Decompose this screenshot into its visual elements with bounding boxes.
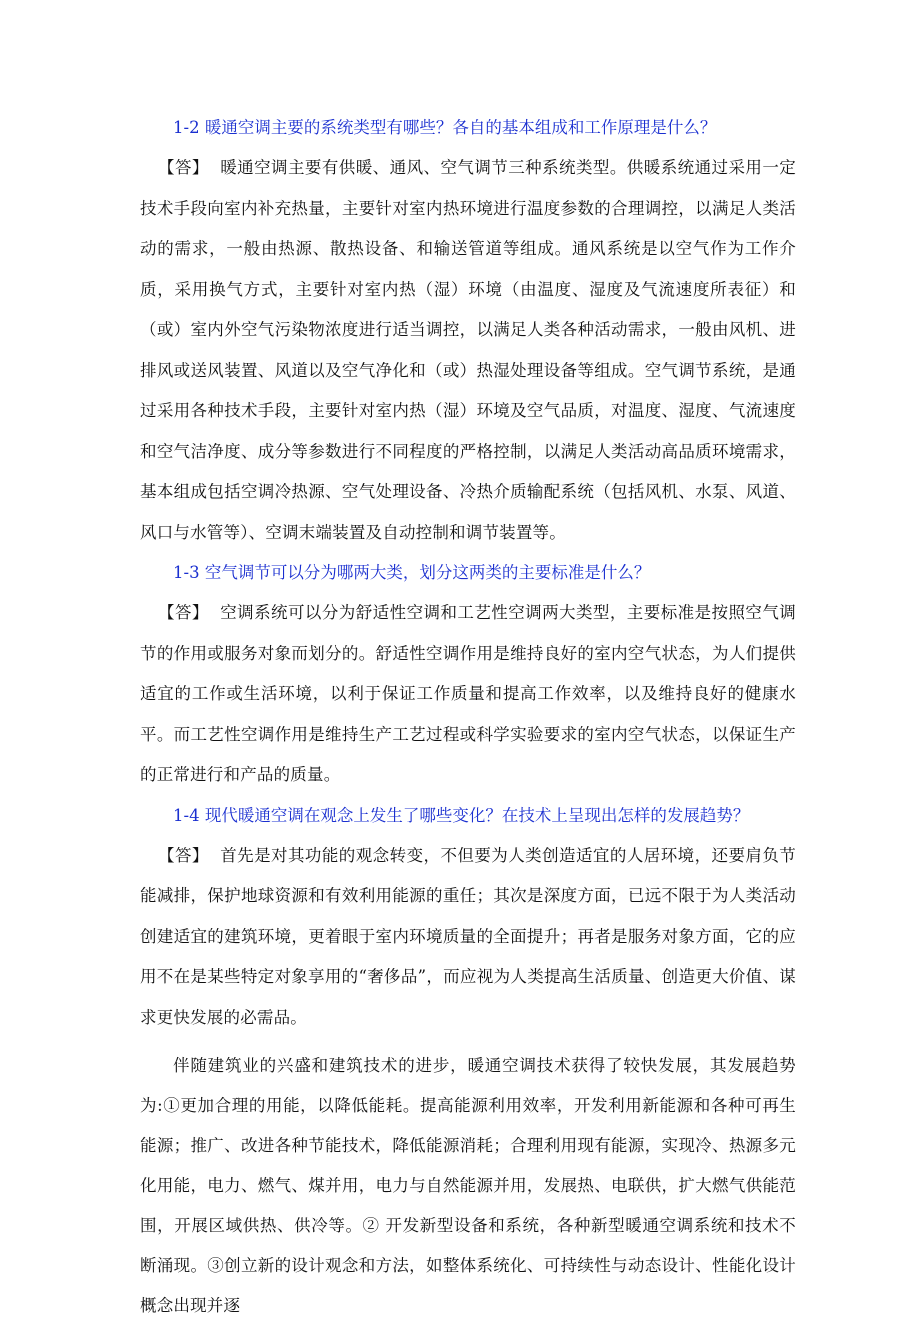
answer-1-2 xyxy=(140,148,796,553)
question-1-4: 1-4 现代暖通空调在观念上发生了哪些变化？在技术上呈现出怎样的发展趋势？ xyxy=(173,805,750,825)
answer-text: 空调系统可以分为舒适性空调和工艺性空调两大类型，主要标准是按照空气调节的作用或服务对象而划分的。舒适性空调作用是维持良好的室内空气状态，为人们提供适宜的工作或生活环境，以利于保证工作质量和提高工作效率，以及维持良好的健康水平。而工艺性空调作用是维持生产工艺过程或科学实验要求的室内空气状态，以保证生产的正常进行和产品的质量。 xyxy=(140,603,796,784)
answer-tag: 【答】 xyxy=(158,158,209,177)
question-1-3: 1-3 空气调节可以分为哪两大类，划分这两类的主要标准是什么？ xyxy=(173,563,651,582)
question-1-2: 1-2 暖通空调主要的系统类型有哪些？各自的基本组成和工作原理是什么？ xyxy=(173,118,717,137)
answer-tag: 【答】 xyxy=(158,845,209,865)
answer-1-4 xyxy=(140,836,796,1039)
document-page xyxy=(140,108,796,1326)
answer-tag: 【答】 xyxy=(158,603,209,622)
answer-text: 首先是对其功能的观念转变，不但要为人类创造适宜的人居环境，还要肩负节能减排，保护地球资源和有效利用能源的重任；其次是深度方面，已远不限于为人类活动创建适宜的建筑环境，更着眼于室内环境质量的全面提升；再者是服务对象方面，它的应用不在是某些特定对象享用的“奢侈品”，而应视为人类提高生活质量、创造更大价值、谋求更快发展的必需品。 xyxy=(140,845,796,1027)
answer-text: 暖通空调主要有供暖、通风、空气调节三种系统类型。供暖系统通过采用一定技术手段向室内补充热量，主要针对室内热环境进行温度参数的合理调控，以满足人类活动的需求，一般由热源、散热设备、和输送管道等组成。通风系统是以空气作为工作介质，采用换气方式，主要针对室内热（湿）环境（由温度、湿度及气流速度所表征）和（或）室内外空气污染物浓度进行适当调控，以满足人类各种活动需求，一般由风机、进排风或送风装置、风道以及空气净化和（或）热湿处理设备等组成。空气调节系统，是通过采用各种技术手段，主要针对室内热（湿）环境及空气品质，对温度、湿度、气流速度和空气洁净度、成分等参数进行不同程度的严格控制，以满足人类活动高品质环境需求，基本组成包括空调冷热源、空气处理设备、冷热介质输配系统（包括风机、水泵、风道、风口与水管等）、空调末端装置及自动控制和调节装置等。 xyxy=(140,158,796,542)
answer-1-3 xyxy=(140,593,796,796)
trend-paragraph: 伴随建筑业的兴盛和建筑技术的进步，暖通空调技术获得了较快发展，其发展趋势为:①更加合理的用能，以降低能耗。提高能源利用效率，开发利用新能源和各种可再生能源；推广、改进各种节能技术，降低能源消耗；合理利用现有能源，实现冷、热源多元化用能，电力、燃气、煤并用，电力与自然能源并用，发展热、电联供，扩大燃气供能范围，开展区域供热、供冷等。② 开发新型设备和系统，各种新型暖通空调系统和技术不断涌现。③创立新的设计观念和方法，如整体系统化、可持续性与动态设计、性能化设计概念出现并逐 xyxy=(140,1056,796,1315)
